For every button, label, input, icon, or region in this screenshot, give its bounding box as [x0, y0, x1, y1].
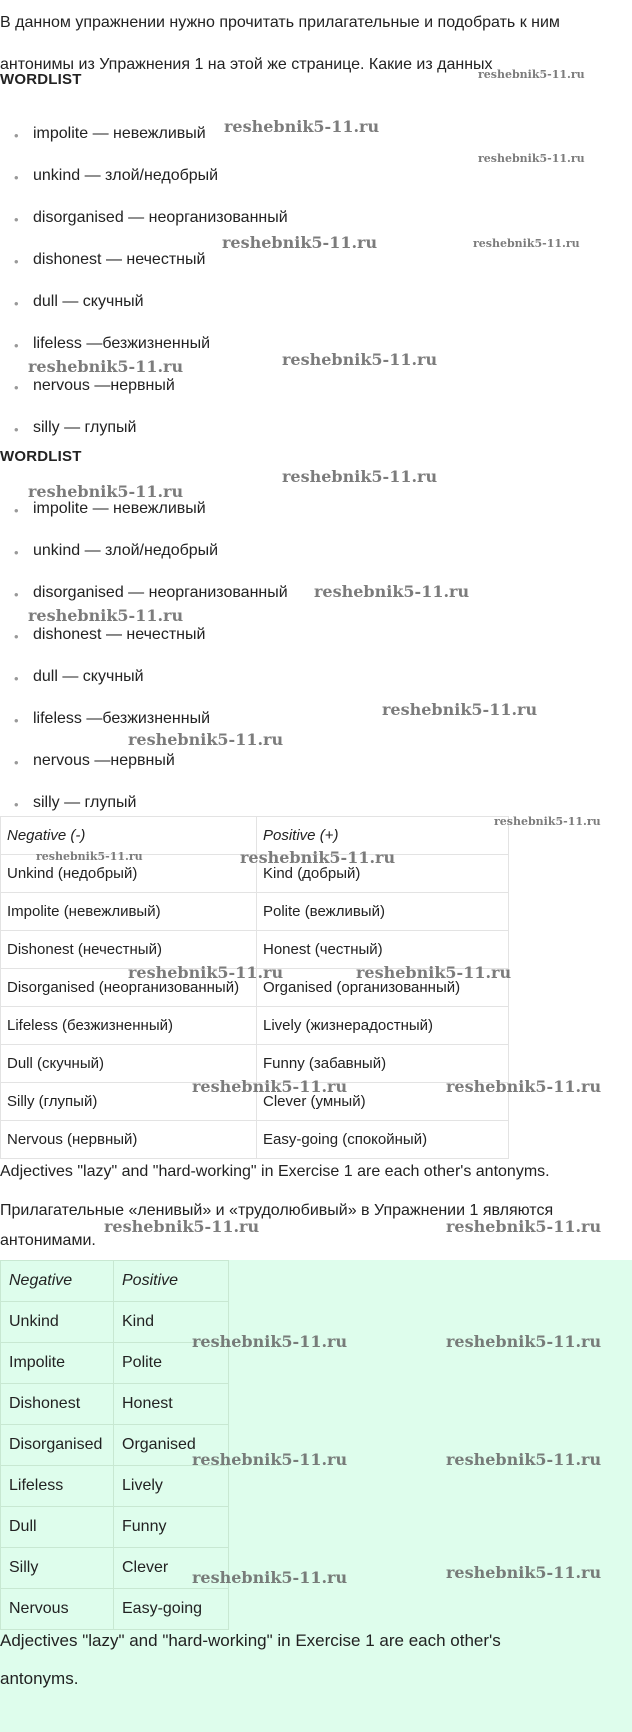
list-item: • dull — скучный: [0, 293, 288, 335]
table-cell: Polite (вежливый): [257, 893, 509, 931]
watermark: reshebnik5-11.ru: [446, 1077, 602, 1096]
table-cell: Nervous: [1, 1589, 114, 1630]
watermark: reshebnik5-11.ru: [478, 68, 585, 81]
header-positive: Positive: [114, 1261, 229, 1302]
watermark: reshebnik5-11.ru: [222, 233, 378, 252]
watermark: reshebnik5-11.ru: [446, 1332, 602, 1351]
table-cell: Impolite (невежливый): [1, 893, 257, 931]
list-item: • lifeless —безжизненный: [0, 335, 288, 377]
intro-paragraph: В данном упражнении нужно прочитать прилагательные и подобрать к ним антонимы из Упражнения 1 на этой же странице. Какие из данных: [0, 14, 560, 73]
table-cell: Clever: [114, 1548, 229, 1589]
table-cell: Kind (добрый): [257, 855, 509, 893]
paragraph-ru: Прилагательные «ленивый» и «трудолюбивый» в Упражнении 1 являются антонимами.: [0, 1202, 554, 1249]
final-paragraph: Adjectives "lazy" and "hard-working" in Exercise 1 are each other's antonyms.: [0, 1631, 501, 1688]
watermark: reshebnik5-11.ru: [192, 1332, 348, 1351]
watermark: reshebnik5-11.ru: [104, 1217, 260, 1236]
watermark: reshebnik5-11.ru: [28, 606, 184, 625]
table-row: [1, 1507, 229, 1548]
list-item: • silly — глупый: [0, 419, 288, 461]
list-item: • nervous —нервный: [0, 752, 288, 794]
table-cell: Honest: [114, 1384, 229, 1425]
table-cell: Organised (организованный): [257, 969, 509, 1007]
table-cell: Dull: [1, 1507, 114, 1548]
watermark: reshebnik5-11.ru: [446, 1217, 602, 1236]
list-item: • disorganised — неорганизованный: [0, 209, 288, 251]
table-cell: Unkind (недобрый): [1, 855, 257, 893]
list-item: • impolite — невежливый: [0, 125, 288, 167]
table-cell: Impolite: [1, 1343, 114, 1384]
table-cell: Easy-going: [114, 1589, 229, 1630]
table-cell: Easy-going (спокойный): [257, 1121, 509, 1159]
watermark: reshebnik5-11.ru: [478, 152, 585, 165]
list-item: • nervous —нервный: [0, 377, 288, 419]
watermark: reshebnik5-11.ru: [192, 1568, 348, 1587]
watermark: reshebnik5-11.ru: [192, 1450, 348, 1469]
watermark: reshebnik5-11.ru: [128, 730, 284, 749]
list-item: • impolite — невежливый: [0, 500, 288, 542]
table-cell: Dull (скучный): [1, 1045, 257, 1083]
table-header-row: [1, 1261, 229, 1302]
watermark: reshebnik5-11.ru: [36, 850, 143, 863]
wordlist-title-1: WORDLIST: [0, 71, 82, 88]
table-cell: Lively: [114, 1466, 229, 1507]
watermark: reshebnik5-11.ru: [192, 1077, 348, 1096]
table-cell: Kind: [114, 1302, 229, 1343]
table-cell: Unkind: [1, 1302, 114, 1343]
table-cell: Lively (жизнерадостный): [257, 1007, 509, 1045]
watermark: reshebnik5-11.ru: [382, 700, 538, 719]
table-cell: Lifeless: [1, 1466, 114, 1507]
list-item: • unkind — злой/недобрый: [0, 542, 288, 584]
table-cell: Dishonest (нечестный): [1, 931, 257, 969]
watermark: reshebnik5-11.ru: [494, 815, 601, 828]
table-row: [1, 1121, 509, 1159]
table-cell: Nervous (нервный): [1, 1121, 257, 1159]
list-item: • lifeless —безжизненный: [0, 710, 288, 752]
list-item: • unkind — злой/недобрый: [0, 167, 288, 209]
table-cell: Disorganised (неорганизованный): [1, 969, 257, 1007]
watermark: reshebnik5-11.ru: [28, 357, 184, 376]
table-cell: Funny (забавный): [257, 1045, 509, 1083]
watermark: reshebnik5-11.ru: [446, 1450, 602, 1469]
watermark: reshebnik5-11.ru: [128, 963, 284, 982]
table-cell: Lifeless (безжизненный): [1, 1007, 257, 1045]
list-item: • dishonest — нечестный: [0, 626, 288, 668]
watermark: reshebnik5-11.ru: [240, 848, 396, 867]
header-positive: Positive (+): [257, 817, 509, 855]
table-cell: Honest (честный): [257, 931, 509, 969]
watermark: reshebnik5-11.ru: [224, 117, 380, 136]
header-negative: Negative (-): [1, 817, 257, 855]
table-cell: Polite: [114, 1343, 229, 1384]
paragraph-en: Adjectives "lazy" and "hard-working" in Exercise 1 are each other's antonyms.: [0, 1163, 550, 1180]
table-cell: Disorganised: [1, 1425, 114, 1466]
table-row: [1, 1007, 509, 1045]
wordlist-1: [0, 125, 288, 461]
antonyms-table-translated: [0, 816, 512, 1159]
table-row: [1, 893, 509, 931]
table-cell: Silly (глупый): [1, 1083, 257, 1121]
table-cell: Funny: [114, 1507, 229, 1548]
watermark: reshebnik5-11.ru: [446, 1563, 602, 1582]
watermark: reshebnik5-11.ru: [314, 582, 470, 601]
watermark: reshebnik5-11.ru: [473, 237, 580, 250]
wordlist-2: [0, 500, 288, 836]
list-item: • dishonest — нечестный: [0, 251, 288, 293]
table-cell: Organised: [114, 1425, 229, 1466]
watermark: reshebnik5-11.ru: [356, 963, 512, 982]
wordlist-title-2: WORDLIST: [0, 448, 82, 465]
table-cell: Dishonest: [1, 1384, 114, 1425]
table-row: [1, 1466, 229, 1507]
table-cell: Clever (умный): [257, 1083, 509, 1121]
list-item: • disorganised — неорганизованный: [0, 584, 288, 626]
table-cell: Silly: [1, 1548, 114, 1589]
watermark: reshebnik5-11.ru: [282, 467, 438, 486]
table-row: [1, 1384, 229, 1425]
list-item: • dull — скучный: [0, 668, 288, 710]
list-item: • silly — глупый: [0, 794, 288, 836]
watermark: reshebnik5-11.ru: [28, 482, 184, 501]
header-negative: Negative: [1, 1261, 114, 1302]
watermark: reshebnik5-11.ru: [282, 350, 438, 369]
